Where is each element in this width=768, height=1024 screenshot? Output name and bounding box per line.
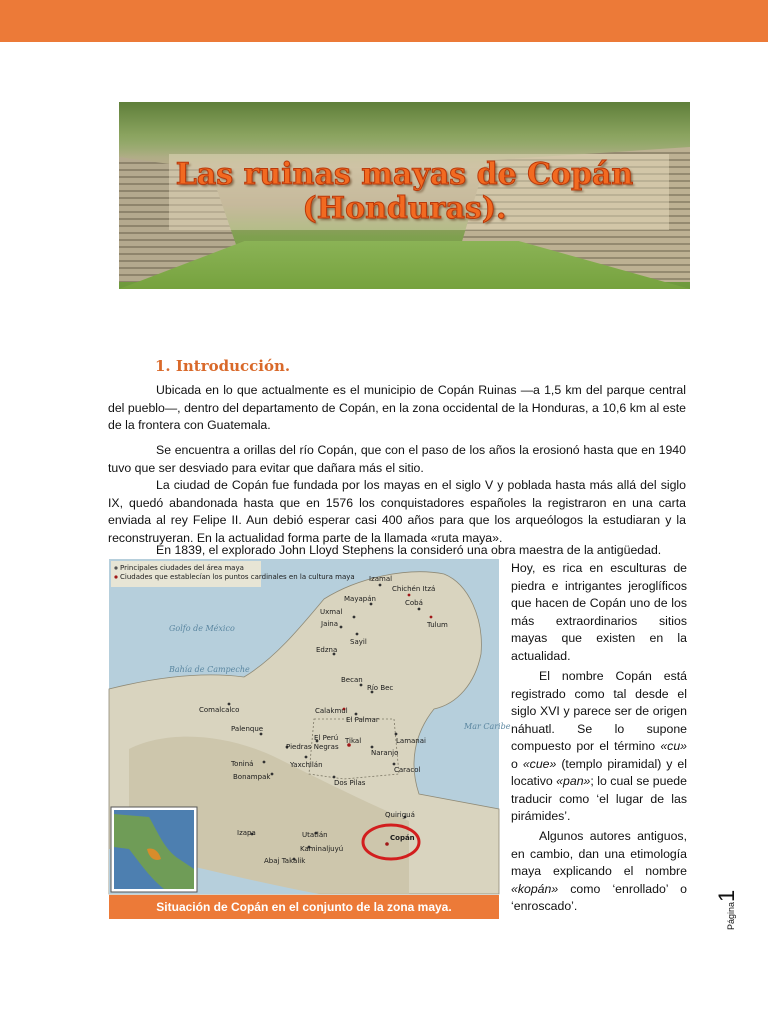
side-paragraph-3 xyxy=(511,828,687,916)
side-text-b: (templo piramidal) y el locativo xyxy=(511,756,687,788)
title-banner xyxy=(119,102,690,289)
city-label: Chichén Itzá xyxy=(392,585,436,593)
term-kopan: «kopán» xyxy=(511,881,559,896)
legend-text-2: Ciudades que establecían los puntos cardinales en la cultura maya xyxy=(120,573,355,581)
city-label: Palenque xyxy=(231,725,264,733)
city-label: Utatlán xyxy=(302,831,328,839)
city-label: Abaj Takalik xyxy=(264,857,306,865)
inset-map xyxy=(111,807,197,892)
city-label: Mayapán xyxy=(344,595,376,603)
side-paragraph-1: Hoy, es rica en esculturas de piedra e intrigantes jeroglíficos que hacen de Copán uno de los más extraordinarios sitios mayas que existen en la actualidad. xyxy=(511,561,687,663)
side-text-o: o xyxy=(511,756,523,771)
city-label: Naranjo xyxy=(371,749,399,757)
city-label: Calakmul xyxy=(315,707,348,715)
side-paragraph-2 xyxy=(511,668,687,826)
city-label: El Palmar xyxy=(346,716,379,724)
city-label: Tulum xyxy=(427,621,448,629)
city-label: Yaxchilán xyxy=(290,761,323,769)
side-text-a: El nombre Copán está registrado como tal desde el siglo XVI y parece ser de origen náhuatl. Se lo supone compuesto por el término xyxy=(511,669,687,753)
page-number-value: 1 xyxy=(714,889,739,902)
sea-label-caribe: Mar Caribe xyxy=(464,722,511,731)
page-number xyxy=(714,889,739,930)
city-label: Sayil xyxy=(350,638,367,646)
title-line-1: Las ruinas mayas de Copán xyxy=(175,157,634,192)
paragraph-3: La ciudad de Copán fue fundada por los mayas en el siglo V y poblada hasta más allá del siglo IX, quedó abandonada hasta que en 1576 los conquistadores españoles la registraron en una carta enviada al rey Felipe II. Aun debió esperar casi 400 años para que los arqueólogos la estudiaran y la reconstruyeran. En la actualidad forma parte de la llamada «ruta maya». xyxy=(108,478,686,545)
side-text-c: ; lo cual se puede traducir como ‘el lugar de las pirámides’. xyxy=(511,774,687,823)
city-label: Río Bec xyxy=(367,684,394,692)
title-line-2: (Honduras). xyxy=(302,191,507,226)
side-text-e: como ‘enrollado’ o ‘enroscado’. xyxy=(511,881,687,913)
page-label: Página xyxy=(726,901,736,930)
paragraph-2: Se encuentra a orillas del río Copán, que con el paso de los años la erosionó hasta que en 1940 tuvo que ser desviado para evitar que dañara más el sitio. xyxy=(108,443,686,475)
city-label: Dos Pilas xyxy=(334,779,366,787)
legend-dot-2 xyxy=(114,575,117,578)
city-label: Becan xyxy=(341,676,363,684)
city-label: Kaminaljuyú xyxy=(300,845,344,853)
legend-dot-1 xyxy=(114,566,117,569)
document-title xyxy=(119,158,690,226)
header-bar xyxy=(0,0,768,42)
map-caption: Situación de Copán en el conjunto de la zona maya. xyxy=(109,895,499,919)
section-heading: 1. Introducción. xyxy=(155,357,291,375)
city-label: Piedras Negras xyxy=(286,743,339,751)
city-label: Quiriguá xyxy=(385,811,415,819)
city-label: Copán xyxy=(390,834,415,842)
term-cu: «cu» xyxy=(660,739,687,753)
city-label: Cobá xyxy=(405,599,423,607)
city-label: Uxmal xyxy=(320,608,343,616)
city-label: Edzna xyxy=(316,646,338,654)
term-pan: «pan» xyxy=(556,774,591,788)
side-text-d: Algunos autores antiguos, en cambio, dan una etimología maya explicando el nombre xyxy=(511,829,687,878)
banner-trees xyxy=(119,102,690,157)
city-label: El Perú xyxy=(314,734,339,742)
city-label: Bonampak xyxy=(233,773,271,781)
term-cue: «cue» xyxy=(522,756,557,771)
city-label: Comalcalco xyxy=(199,706,240,714)
city-label: Toniná xyxy=(231,760,254,768)
legend-text-1: Principales ciudades del área maya xyxy=(120,564,244,572)
city-label: Izamal xyxy=(369,575,393,583)
paragraph-4: En 1839, el explorado John Lloyd Stephens la consideró una obra maestra de la antigüedad. xyxy=(156,543,662,557)
city-label: Lamanai xyxy=(396,737,426,745)
sea-label-gulf: Golfo de México xyxy=(169,624,235,633)
maya-map xyxy=(109,559,511,894)
paragraph-1: Ubicada en lo que actualmente es el municipio de Copán Ruinas —a 1,5 km del parque central del pueblo—, dentro del departamento de Copán, en la zona occidental de la Honduras, a 10,6 km al este de la frontera con Guatemala. xyxy=(108,383,686,432)
city-label: Caracol xyxy=(394,766,421,774)
sea-label-campeche: Bahía de Campeche xyxy=(169,665,250,674)
city-label: Tikal xyxy=(345,737,362,745)
city-label: Jaina xyxy=(321,620,339,628)
map-drawing xyxy=(109,559,511,894)
city-label: Izapa xyxy=(237,829,256,837)
